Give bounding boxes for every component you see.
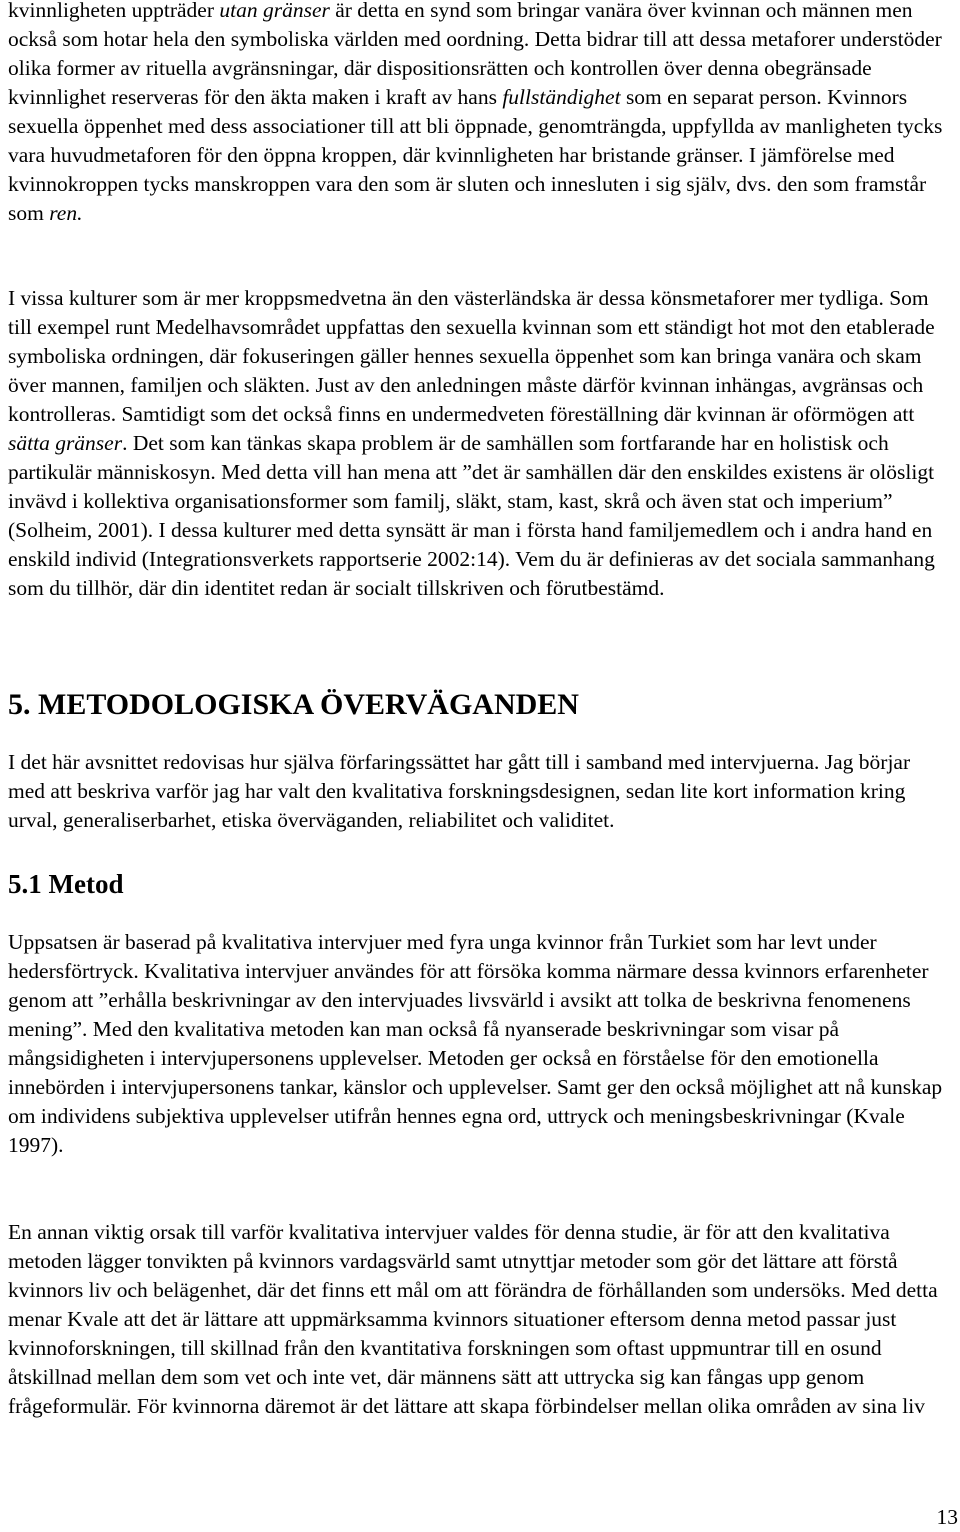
- emphasized-text: sätta gränser: [8, 431, 123, 455]
- paragraph: [8, 0, 952, 228]
- paragraph: [8, 748, 952, 835]
- text-run: som en separat person. Kvinnors sexuella öppenhet med dess associationer till att bli öppnade, genomträngda, uppfyllda av manligheten tycks vara huvudmetaforen för den öppna kroppen, där kvinnligheten har bristande gränser. I jämförelse med kvinnokroppen tycks manskroppen vara den som är sluten och innesluten i sig själv, dvs. den som framstår som: [8, 85, 943, 225]
- text-run: I vissa kulturer som är mer kroppsmedvetna än den västerländska är dessa könsmetaforer mer tydliga. Som till exempel runt Medelhavsområdet uppfattas den sexuella kvinnan som ett ständigt hot mot den etablerade symboliska ordningen, där fokuseringen gäller hennes sexuella öppenhet som kan bringa vanära och skam över mannen, familjen och släkten. Just av den anledningen måste därför kvinnan inhängas, avgränsas och kontrolleras. Samtidigt som det också finns en undermedveten föreställning där kvinnan är oförmögen att: [8, 286, 935, 426]
- subsection-heading: 5.1 Metod: [8, 869, 124, 899]
- text-run: Uppsatsen är baserad på kvalitativa intervjuer med fyra unga kvinnor från Turkiet som har levt under hedersförtryck. Kvalitativa intervjuer användes för att försöka komma närmare dessa kvinnors erfarenheter genom att ”erhålla beskrivningar av den intervjuades livsvärld i avsikt att tolka de beskrivna fenomenens mening”. Med den kvalitativa metoden kan man också få nyanserade beskrivningar som visar på mångsidigheten i intervjupersonens upplevelser. Metoden ger också en förståelse för den emotionella innebörden i intervjupersonens tankar, känslor och upplevelser. Samt ger den också möjlighet att nå kunskap om individens subjektiva upplevelser utifrån hennes egna ord, uttryck och meningsbeskrivningar (Kvale 1997).: [8, 930, 943, 1157]
- text-run: I det här avsnittet redovisas hur själva förfaringssättet har gått till i samband med intervjuerna. Jag börjar med att beskriva varför jag har valt den kvalitativa forskningsdesignen, sedan lite kort information kring urval, generaliserbarhet, etiska överväganden, reliabilitet och validitet.: [8, 750, 911, 832]
- page-number: 13: [936, 1505, 958, 1529]
- paragraph: [8, 284, 952, 603]
- paragraph: [8, 1218, 952, 1421]
- text-run: är detta en synd som bringar vanära över kvinnan och männen men också som hotar hela den symboliska världen med oordning. Detta bidrar till att dessa metaforer understöder olika former av rituella avgränsningar, där dispositionsrätten och kontrollen över denna obegränsade kvinnlighet reserveras för den äkta maken i kraft av hans: [8, 0, 942, 109]
- emphasized-text: ren.: [49, 201, 83, 225]
- paragraph: [8, 928, 952, 1160]
- text-run: kvinnligheten uppträder: [8, 0, 220, 22]
- text-run: En annan viktig orsak till varför kvalitativa intervjuer valdes för denna studie, är för att den kvalitativa metoden lägger tonvikten på kvinnors vardagsvärld samt utnyttjar metoder som gör det lättare att förstå kvinnors liv och belägenhet, där det finns ett mål om att förändra de förhållanden som undersöks. Med detta menar Kvale att det är lättare att uppmärksamma kvinnors situationer eftersom denna metod passar just kvinnoforskningen, till skillnad från den kvantitativa forskningen som oftast uppmuntrar till en osund åtskillnad mellan dem som vet och inte vet, där männens sätt att uttrycka sig kan fångas upp genom frågeformulär. För kvinnorna däremot är det lättare att skapa förbindelser mellan olika områden av sina liv: [8, 1220, 938, 1418]
- emphasized-text: utan gränser: [219, 0, 330, 22]
- section-heading: 5. METODOLOGISKA ÖVERVÄGANDEN: [8, 688, 579, 721]
- text-run: . Det som kan tänkas skapa problem är de samhällen som fortfarande har en holistisk och partikulär människosyn. Med detta vill han mena att ”det är samhällen där den enskildes existens är olösligt invävd i kollektiva organisationsformer som familj, släkt, stam, kast, skrå och även stat och imperium” (Solheim, 2001). I dessa kulturer med detta synsätt är man i första hand familjemedlem och i andra hand en enskild individ (Integrationsverkets rapportserie 2002:14). Vem du är definieras av det sociala sammanhang som du tillhör, där din identitet redan är socialt tillskriven och förutbestämd.: [8, 431, 935, 600]
- emphasized-text: fullständighet: [502, 85, 621, 109]
